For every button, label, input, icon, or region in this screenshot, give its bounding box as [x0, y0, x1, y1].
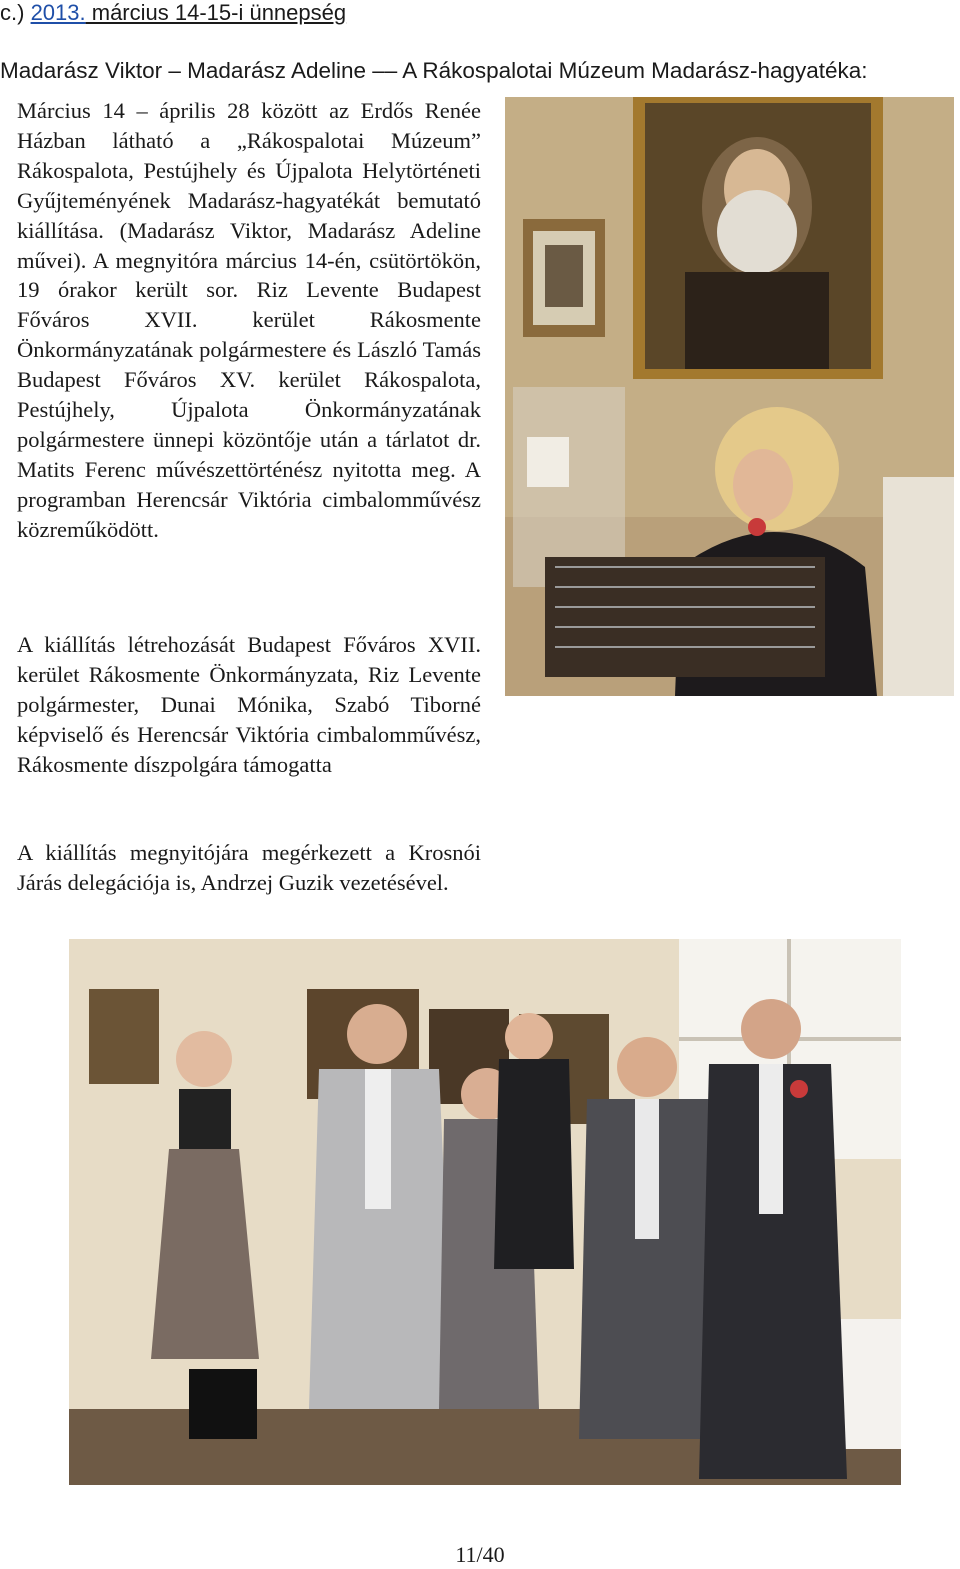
support-paragraph: A kiállítás létrehozását Budapest Főváros XVII. kerület Rákosmente Önkormányzata, Riz Levente polgármester, Dunai Mónika, Szabó Tiborné képviselő és Herencsár Viktória cimbalomművész, Rákosmente díszpolgára támogatta	[17, 632, 481, 777]
page-number: 11/40	[455, 1542, 505, 1567]
section-title: március 14-15-i ünnepség	[85, 0, 347, 25]
cimbalom-performance-illustration	[505, 97, 954, 696]
intro-paragraph: Március 14 – április 28 között az Erdős Renée Házban látható a „Rákospalotai Múzeum” Rákospalota, Pestújhely és Újpalota Helytörténeti Gyűjteményének Madarász-hagyatékát bemutató kiállítása. (Madarász Viktor, Madarász Adeline művei). A megnyitóra március 14-én, csütörtökön, 19 órakor került sor. Riz Levente Budapest Főváros XVII. kerület Rákosmente Önkormányzatának polgármestere és László Tamás Budapest Főváros XV. kerület Rákospalota, Pestújhely, Újpalota Önkormányzatának polgármestere ünnepi közöntője után a tárlatot dr. Matits Ferenc művészettörténész nyitotta meg. A programban Herencsár Viktória cimbalomművész közreműködött.	[17, 98, 481, 542]
section-prefix: c.)	[0, 0, 31, 25]
section-heading	[0, 0, 346, 26]
delegation-group-photo	[69, 939, 901, 1485]
exhibition-subtitle: Madarász Viktor – Madarász Adeline –– A Rákospalotai Múzeum Madarász-hagyatéka:	[0, 58, 868, 83]
delegation-group-illustration	[69, 939, 901, 1485]
cimbalom-performance-photo	[505, 97, 954, 696]
section-year-link[interactable]: 2013.	[30, 0, 86, 25]
delegation-paragraph: A kiállítás megnyitójára megérkezett a Krosnói Járás delegációja is, Andrzej Guzik vezetésével.	[17, 840, 481, 895]
